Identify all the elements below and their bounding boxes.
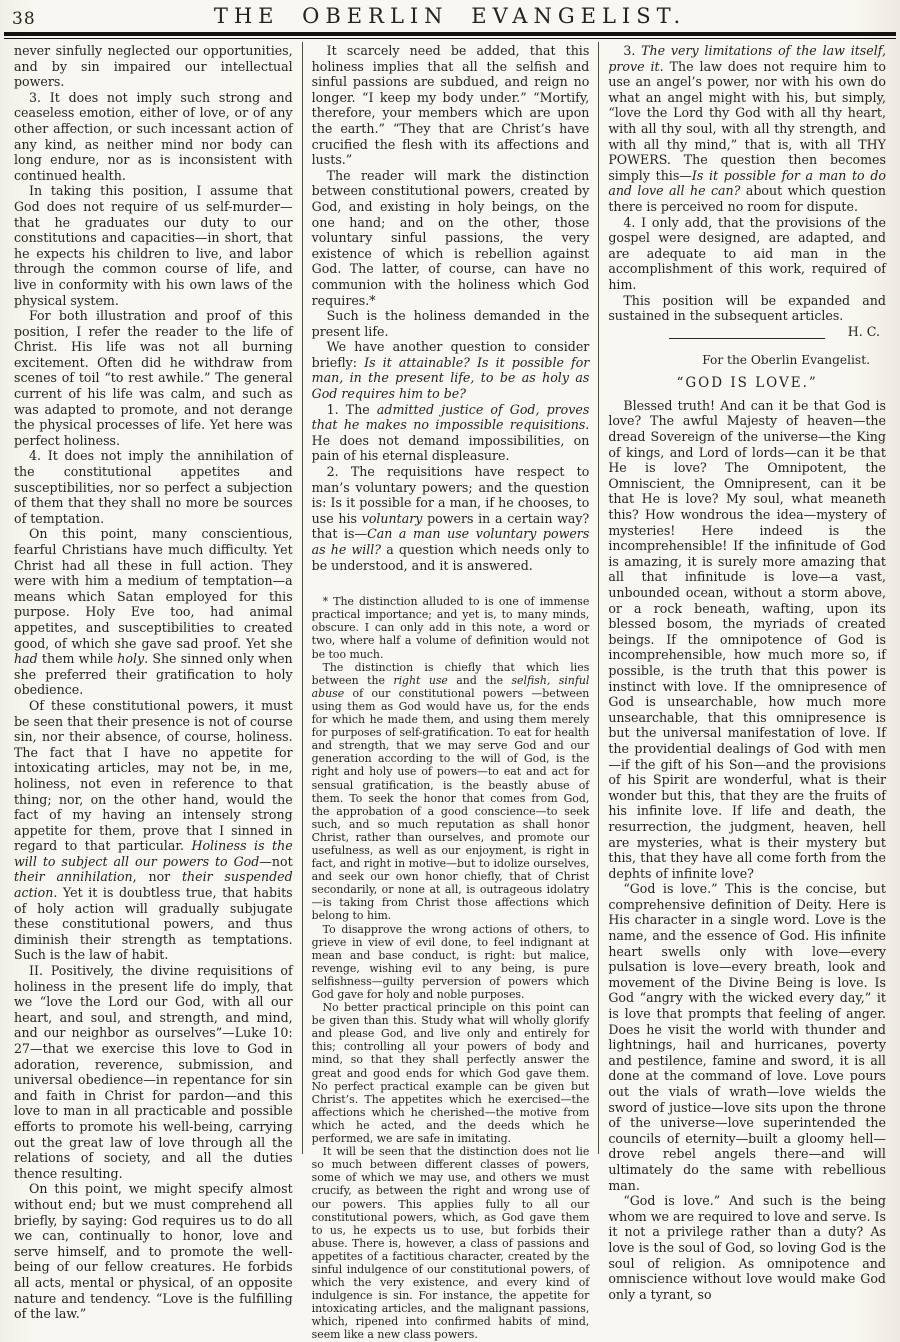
paragraph: Such is the holiness demanded in the present life.: [311, 308, 590, 339]
paragraph: 2. The requisitions have respect to man’s voluntary powers; and the question is: Is it possible for a man, if he chooses, to use his voluntary powers in a certain way? that is—Can a man use voluntary powers as he will? a question which needs only to be understood, and it is answered.: [311, 464, 590, 573]
paragraph: never sinfully neglected our opportunities, and by sin impaired our intellectual powers.: [14, 43, 293, 90]
article-heading: “GOD IS LOVE.”: [676, 375, 818, 392]
footnote-paragraph: To disapprove the wrong actions of others, to grieve in view of evil done, to feel indignant at mean and base conduct, is right: but malice, revenge, wishing evil to any being, is pure selfishness—guilty perversion of powers which God gave for holy and noble purposes.: [311, 922, 590, 1001]
separator-rule: [669, 338, 824, 339]
column-2: [302, 42, 599, 1342]
paragraph: 4. It does not imply the annihilation of the constitutional appetites and susceptibilities, nor so perfect a subjection of them that they shall no more be sources of temptation.: [14, 448, 293, 526]
footnote-paragraph: No better practical principle on this point can be given than this. Study what will wholly glorify and please God, and live only and entirely for this; controlling all your powers of body and mind, so that they shall perfectly answer the great and good ends for which God gave them. No perfect practical example can be given but Christ’s. The appetites which he exercised—the affections which he cherished—the motive from which he acted, and the deeds which he performed, we are safe in imitating.: [311, 1001, 590, 1146]
column-1: [5, 42, 302, 1322]
closing-paragraph: This position will be expanded and sustained in the subsequent articles. H. C.: [608, 292, 886, 339]
paragraph: The reader will mark the distinction between constitutional powers, created by God, and existing in holy beings, on the one hand; and on the other, those voluntary sinful passions, the very existence of which is rebellion against God. The latter, of course, can have no communion with the holiness which God requires.*: [311, 167, 590, 308]
page-number: 38: [12, 9, 36, 29]
author-initials: H. C.: [847, 323, 880, 339]
paragraph: II. Positively, the divine requisitions of holiness in the present life do imply, that we “love the Lord our God, with all our heart, and soul, and strength, and mind, and our neighbor as ourselves”—Luke 10: 27—that we exercise this love to God in adoration, reverence, submission, and universal obedience—in repentance for sin and faith in Christ for pardon—and this love to man in all practicable and possible efforts to promote his well-being, carrying out the great law of love through all the relations of society, and all the duties thence resulting.: [14, 963, 293, 1181]
paragraph: For both illustration and proof of this position, I refer the reader to the life of Christ. His life was not all burning excitement. Often did he withdraw from scenes of toil “to rest awhile.” The general current of his life was calm, and such as was adapted to promote, and not derange the physical processes of life. Yet here was perfect holiness.: [14, 308, 293, 448]
paragraph: On this point, we might specify almost without end; but we must comprehend all briefly, by saying: God requires us to do all we can, continually to honor, love and serve himself, and to promote the well-being of our fellow creatures. He forbids all acts, mental or physical, of an opposite nature and tendency. “Love is the fulfilling of the law.”: [14, 1181, 293, 1322]
masthead-rule: [4, 32, 896, 39]
masthead-title: THE OBERLIN EVANGELIST.: [213, 4, 687, 28]
paragraph: On this point, many conscientious, fearful Christians have much difficulty. Yet Christ had all these in full action. They were with him a medium of temptation—a means which Satan employed for this purpose. Holy Eve too, had animal appetites, and susceptibilities to created good, of which she gave sad proof. Yet she had them while holy. She sinned only when she preferred their gratification to holy obedience.: [14, 526, 293, 698]
paragraph: 1. The admitted justice of God, proves that he makes no impossible requisitions. He does not demand impossibilities, on pain of his eternal displeasure.: [311, 401, 590, 464]
paragraph: Blessed truth! And can it be that God is love? The awful Majesty of heaven—the dread Sovereign of the universe—the King of kings, and Lord of lords—can it be that He is love? The Omnipotent, the Omniscient, the Omnipresent, can it be that He is love? My soul, what meaneth this? How wondrous the idea—mystery of mysteries! Here indeed is the incomprehensible! If the infinitude of God is amazing, it is surely more amazing that all that infinitude is love—a vast, unbounded ocean, without a storm above, or a rock beneath, wafting, upon its blessed bosom, the myriads of created beings. If the omnipotence of God is incomprehensible, how much more so, if possible, is the truth that this power is instinct with love. If the omnipresence of God is unsearchable, how much more unsearchable, that this omnipresence is but the universal manifestation of love. If the providential dealings of God with men—if the gift of his Son—and the provisions of his Spirit are wonderful, what is their wonder but this, that they are the fruits of his infinite love. If life and death, the resurrection, the judgment, heaven, hell are mysteries, what is their mystery but this, that they have all come forth from the dephts of infinite love?: [608, 397, 886, 881]
page-header: [0, 4, 900, 32]
paragraph: 4. I only add, that the provisions of the gospel were designed, are adapted, and are adequate to aid man in the accomplishment of this work, required of him.: [608, 214, 886, 292]
paragraph: “God is love.” And such is the being whom we are required to love and serve. Is it not a privilege rather than a duty? As love is the soul of God, so loving God is the soul of religion. As omnipotence and omniscience without love would make God only a tyrant, so: [608, 1193, 886, 1302]
article-credit: For the Oberlin Evangelist.: [702, 352, 870, 367]
article-columns: [5, 42, 895, 1342]
footnote-paragraph: * The distinction alluded to is one of immense practical importance; and yet is, to many minds, obscure. I can only add in this note, a word or two, where half a volume of definition would not be too much.: [311, 595, 590, 661]
paragraph: We have another question to consider briefly: Is it attainable? Is it possible for man, in the present life, to be as holy as God requires him to be?: [311, 339, 590, 402]
paragraph: Of these constitutional powers, it must be seen that their presence is not of course sin, nor their absence, of course, holiness. The fact that I have no appetite for intoxicating articles, may not be, in me, holiness, not even in reference to that thing; nor, on the other hand, would the fact of my having an intensely strong appetite for them, prove that I sinned in regard to that particular. Holiness is the will to subject all our powers to God—not their annihilation, nor their suspended action. Yet it is doubtless true, that habits of holy action will gradually subjugate these constitutional powers, and thus diminish their strength as temptations. Such is the law of habit.: [14, 697, 293, 963]
paragraph: It scarcely need be added, that this holiness implies that all the selfish and sinful passions are subdued, and reign no longer. “I keep my body under.” “Mortify, therefore, your members which are upon the earth.” “They that are Christ’s have crucified the flesh with its affections and lusts.”: [311, 43, 590, 168]
footnote-paragraph: It will be seen that the distinction does not lie so much between different classes of powers, some of which we may use, and others we must crucify, as between the right and wrong use of our powers. This applies fully to all our constitutional powers, which, as God gave them to us, he expects us to use, but forbids their abuse. There is, however, a class of passions and appetites of a factitious character, created by the sinful indulgence of our constitutional powers, of which the very existence, and every kind of indulgence is sin. For instance, the appetite for intoxicating articles, and the malignant passions, which, ripened into confirmed habits of mind, seem like a new class powers.: [311, 1145, 590, 1342]
paragraph: In taking this position, I assume that God does not require of us self-murder—that he graduates our duty to our constitutions and capacities—in short, that he expects his children to live, and labor through the common course of life, and live in conformity with his own laws of the physical system.: [14, 183, 293, 308]
paragraph: 3. The very limitations of the law itself, prove it. The law does not require him to use an angel’s power, nor with his own do what an angel might with his, but simply, “love the Lord thy God with all thy heart, with all thy soul, with all thy strength, and with all thy mind,” that is, with all THY POWERS. The question then becomes simply this—Is it possible for a man to do and love all he can? about which question there is perceived no room for dispute.: [608, 43, 886, 214]
paragraph: 3. It does not imply such strong and ceaseless emotion, either of love, or of any other affection, or such incessant action of any kind, as neither mind nor body can long endure, nor as is inconsistent with continued health.: [14, 89, 293, 183]
column-3: [598, 42, 895, 1302]
footnote-paragraph: The distinction is chiefly that which lies between the right use and the selfish, sinful abuse of our constitutional powers —between using them as God would have us, for the ends for which he made them, and using them merely for purposes of self-gratification. To eat for health and strength, that we may serve God and our generation according to the will of God, is the right and holy use of powers—to eat and act for sensual gratification, is the beastly abuse of them. To seek the honor that comes from God, the approbation of a good conscience—to seek such, and so much reputation as shall honor Christ, rather than ourselves, and promote our usefulness, as well as our enjoyment, is right in fact, and right in motive—but to idolize ourselves, and seek our own honor chiefly, that of Christ secondarily, or none at all, is outrageous idolatry—is taking from Christ those affections which belong to him.: [311, 660, 590, 923]
paragraph: “God is love.” This is the concise, but comprehensive definition of Deity. Here is His character in a single word. Love is the name, and the essence of God. His infinite heart swells only with love—every pulsation is love—every breath, look and movement of the Divine Being is love. Is God “angry with the wicked every day,” it is love that prompts that feeling of anger. Does he visit the world with thunder and lightnings, hail and hurricanes, poverty and pestilence, famine and sword, it is all done at the command of love. Love pours out the vials of wrath—love wields the sword of justice—love sits upon the throne of the universe—love superintended the councils of eternity—built a gloomy hell—drove rebel angels there—and will ultimately do the same with rebellious man.: [608, 881, 886, 1193]
